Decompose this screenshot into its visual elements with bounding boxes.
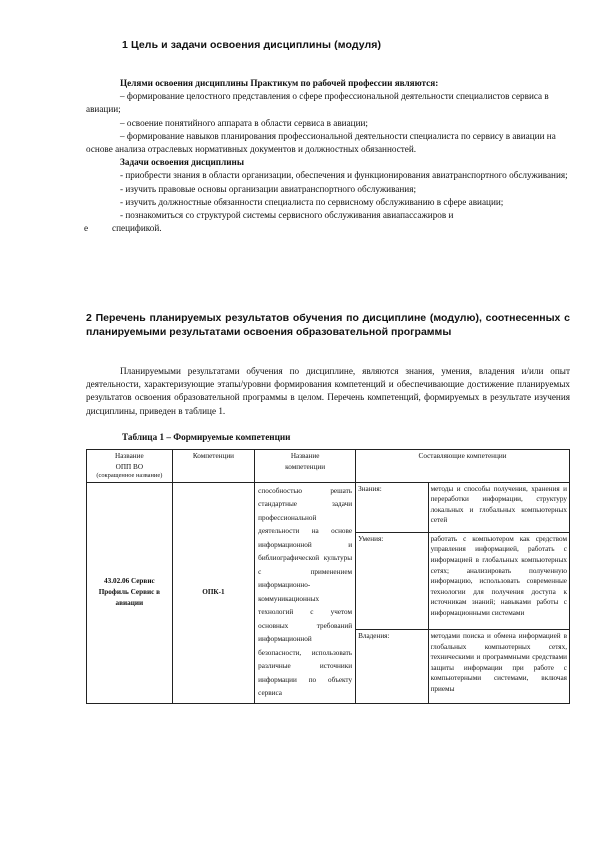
task-item: - приобрести знания в области организации, обеспечения и функционирования авиатранспортного обслуживания; <box>120 170 568 181</box>
goals-lead-a: Целями освоения дисциплины <box>120 78 251 88</box>
task-tail <box>86 222 570 235</box>
task-item: - изучить должностные обязанности специалиста по сервисному обслуживанию в сфере авиации; <box>120 196 504 207</box>
header-name-line1: Название <box>290 452 320 460</box>
table-header-row <box>87 450 570 483</box>
goals-lead <box>86 77 570 90</box>
tasks-title: Задачи освоения дисциплины <box>120 157 244 168</box>
header-oop <box>87 450 173 483</box>
component-value-knowledge: методы и способы получения, хранения и переработки информации, структуру локальных и глобальных компьютерных сетей <box>428 482 569 532</box>
component-value-skills: работать с компьютером как средством управления информацией, работать с информацией в глобальных компьютерных сетях; анализировать полученную информацию, использовать современные технологии для получения доступа к источникам знаний; навыками работы с информационными системами <box>428 532 569 629</box>
component-label-knowledge: Знания: <box>356 482 429 532</box>
component-label-skills: Умения: <box>356 532 429 629</box>
section-1-title: 1 Цель и задачи освоения дисциплины (модуля) <box>122 39 382 51</box>
section-2-body <box>86 365 570 418</box>
table-caption: Таблица 1 – Формируемые компетенции <box>122 432 291 442</box>
goal-item: – формирование целостного представления о сфере профессиональной деятельности специалистов сервиса в авиации; <box>86 91 549 115</box>
row-competence: ОПК-1 <box>172 482 254 703</box>
task-tail-text: спецификой. <box>112 223 162 234</box>
row-oop: 43.02.06 Сервис Профиль Сервис в авиации <box>87 482 173 703</box>
task-tail-e: е <box>84 223 89 234</box>
goal-item: – формирование навыков планирования профессиональной деятельности специалиста по сервису в авиации на основе анализа отраслевых нормативных документов и должностных обязанностей. <box>86 130 556 155</box>
task-item: - изучить правовые основы организации авиатранспортного обслуживания; <box>120 183 417 194</box>
goals-lead-b: Практикум по рабочей профессии <box>250 78 393 88</box>
task-item: - познакомиться со структурой системы сервисного обслуживания авиапассажиров и <box>120 210 454 221</box>
component-value-mastery: методами поиска и обмена информацией в глобальных компьютерных сетях, техническими и программными средствами защиты информации при работе с компьютерными системами, включая приемы <box>428 630 569 704</box>
header-oop-line2: ОПП ВО <box>115 462 144 471</box>
header-oop-line3: (сокращенное название) <box>96 472 163 480</box>
header-name <box>255 450 356 483</box>
header-competence: Компетенции <box>172 450 254 483</box>
section-2-paragraph: Планируемыми результатами обучения по дисциплине, являются знания, умения, владения и/или опыт деятельности, характеризующие этапы/уровни формирования компетенций и обеспечивающие достижение планируемых результатов освоения образовательной программы в целом. Перечень компетенций, формируемых в результате изучения дисциплины, приведен в таблице 1. <box>86 366 570 416</box>
competence-table <box>86 449 570 704</box>
table-row <box>87 482 570 532</box>
section-1-body <box>86 77 570 235</box>
goals-lead-c: являются: <box>392 78 439 88</box>
section-2-title: 2 Перечень планируемых результатов обучения по дисциплине (модулю), соотнесенных с планируемыми результатами освоения образовательной программы <box>86 312 570 338</box>
goal-item: – освоение понятийного аппарата в области сервиса в авиации; <box>120 117 368 128</box>
component-label-mastery: Владения: <box>356 630 429 704</box>
header-oop-line1: Название <box>115 452 144 460</box>
row-description: способностью решать стандартные задачи профессиональной деятельности на основе информационной и библиографической культуры с применением информационно-коммуникационных технологий с учетом основных требований информационной безопасности, использовать различные источники информации по объекту сервиса <box>255 482 356 703</box>
header-name-line2: компетенции <box>285 462 326 471</box>
header-components: Составляющие компетенции <box>356 450 570 483</box>
